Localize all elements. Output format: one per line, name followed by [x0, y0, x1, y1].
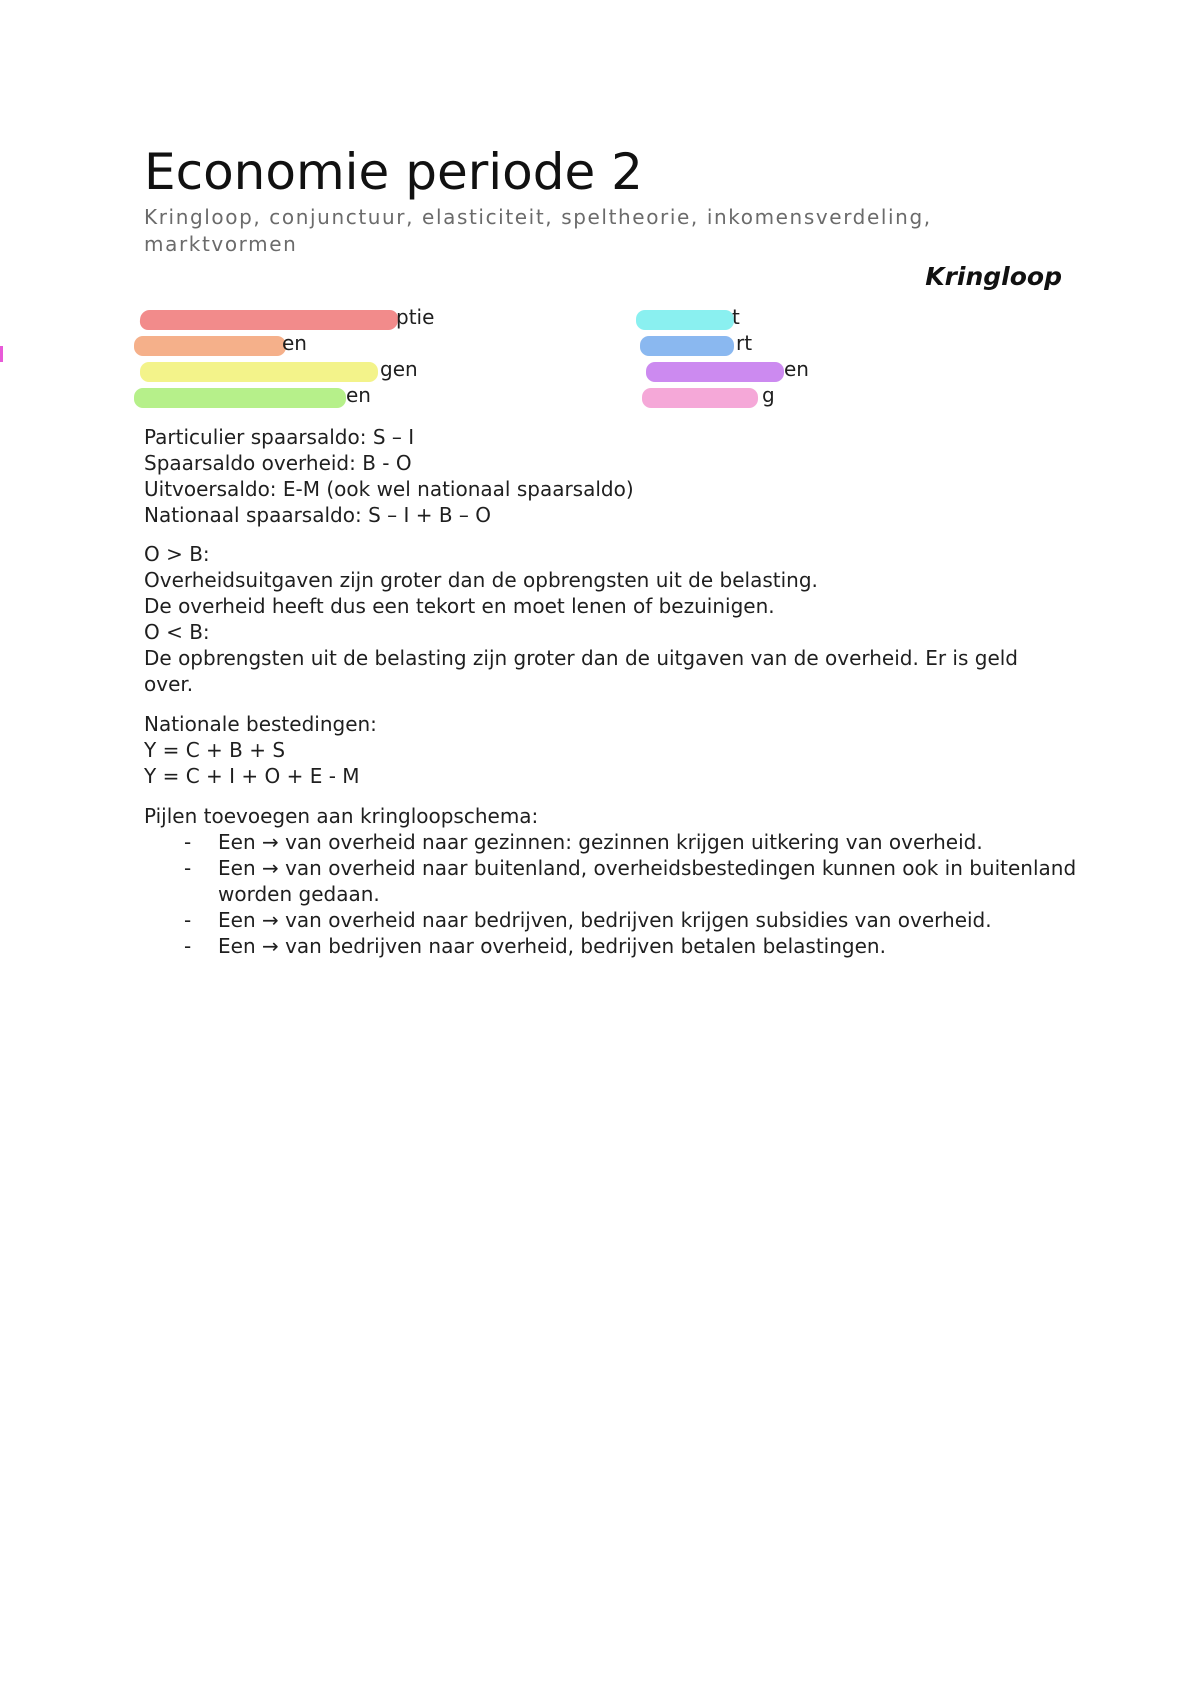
bullet-dash: -: [184, 908, 192, 932]
highlight-marker: [636, 310, 734, 330]
legend-label: en: [346, 383, 371, 407]
saldo-definitions: [144, 424, 1064, 528]
list-item: [144, 855, 1084, 907]
section-heading-kringloop: Kringloop: [925, 262, 1062, 291]
text-line: Overheidsuitgaven zijn groter dan de opbrengsten uit de belasting.: [144, 568, 818, 592]
bullet-dash: -: [184, 830, 192, 854]
highlight-marker: [646, 362, 784, 382]
list-item: [144, 933, 1084, 959]
pijlen-list: [144, 829, 1084, 959]
overheid-comparison: [144, 541, 1064, 697]
highlight-marker: [134, 336, 286, 356]
highlight-marker: [642, 388, 758, 408]
text-line: Nationale bestedingen:: [144, 712, 377, 736]
list-item-text: Een → van overheid naar bedrijven, bedrijven krijgen subsidies van overheid.: [218, 908, 992, 932]
text-line: De overheid heeft dus een tekort en moet lenen of bezuinigen.: [144, 594, 775, 618]
legend-item-right-4: [642, 382, 842, 408]
text-line: O < B:: [144, 620, 210, 644]
text-line: Spaarsaldo overheid: B - O: [144, 451, 412, 475]
legend-label: ptie: [396, 305, 435, 329]
text-line: De opbrengsten uit de belasting zijn groter dan de uitgaven van de overheid. Er is geld over.: [144, 646, 1019, 696]
legend-item-right-2: [640, 330, 840, 356]
list-item-text: Een → van overheid naar buitenland, overheidsbestedingen kunnen ook in buitenland worden gedaan.: [218, 856, 1077, 906]
text-line: Nationaal spaarsaldo: S – I + B – O: [144, 503, 492, 527]
text-line: Y = C + I + O + E - M: [144, 764, 360, 788]
highlight-marker: [134, 388, 346, 408]
legend-item-right-3: [646, 356, 846, 382]
list-item-text: Een → van bedrijven naar overheid, bedrijven betalen belastingen.: [218, 934, 886, 958]
page-subtitle: Kringloop, conjunctuur, elasticiteit, speltheorie, inkomensverdeling, marktvormen: [144, 205, 932, 256]
list-item: [144, 829, 1084, 855]
highlight-marker: [139, 310, 398, 330]
legend-item-left-3: [140, 356, 440, 382]
legend-item-left-1: [140, 304, 440, 330]
legend-label: gen: [380, 357, 418, 381]
legend-label: en: [784, 357, 809, 381]
legend-item-right-1: [636, 304, 836, 330]
legend-item-left-4: [134, 382, 434, 408]
text-line: Y = C + B + S: [144, 738, 286, 762]
page-title: Economie periode 2: [144, 143, 643, 201]
list-item-text: Een → van overheid naar gezinnen: gezinnen krijgen uitkering van overheid.: [218, 830, 983, 854]
legend-label: t: [732, 305, 740, 329]
highlight-marker: [640, 336, 734, 356]
text-line: Particulier spaarsaldo: S – I: [144, 425, 415, 449]
pijlen-section: [144, 803, 1084, 959]
legend-label: g: [762, 383, 775, 407]
legend-label: rt: [736, 331, 753, 355]
list-item: [144, 907, 1084, 933]
text-line: Uitvoersaldo: E-M (ook wel nationaal spaarsaldo): [144, 477, 634, 501]
bullet-dash: -: [184, 856, 192, 880]
legend-item-left-2: [134, 330, 434, 356]
legend-label: en: [282, 331, 307, 355]
kringloop-color-legend: [0, 304, 1200, 414]
nationale-bestedingen: [144, 711, 1064, 789]
bullet-dash: -: [184, 934, 192, 958]
text-line: O > B:: [144, 542, 210, 566]
highlight-marker: [140, 362, 378, 382]
text-line: Pijlen toevoegen aan kringloopschema:: [144, 804, 539, 828]
